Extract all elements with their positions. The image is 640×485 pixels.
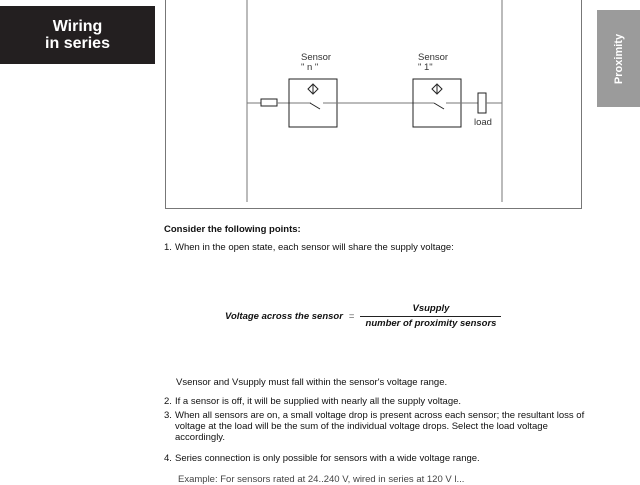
load-label: load <box>474 117 492 128</box>
section-title-block <box>0 6 155 64</box>
load-icon <box>478 93 486 113</box>
list-item-text: When all sensors are on, a small voltage drop is present across each sensor; the resultant loss of voltage at the load will be the sum of the individual voltage drops. Select the load voltage accordingly. <box>175 410 585 443</box>
section-title-line2: in series <box>45 35 110 52</box>
sensor-n-switch <box>310 103 320 109</box>
formula-numerator: Vsupply <box>412 303 450 314</box>
list-item-1 <box>164 242 594 253</box>
formula-lhs: Voltage across the sensor <box>225 310 343 322</box>
sensor-1-sublabel: " 1" <box>418 62 433 73</box>
wiring-diagram-svg <box>166 0 583 209</box>
list-item-text: Series connection is only possible for sensors with a wide voltage range. <box>175 453 480 464</box>
list-item-text: If a sensor is off, it will be supplied with nearly all the supply voltage. <box>175 396 462 407</box>
list-item-number: 1. <box>164 242 172 253</box>
resistor-icon <box>261 99 277 106</box>
sensor-n-label-text: Sensor <box>301 52 332 63</box>
list-item-4 <box>164 453 594 464</box>
list-item-number: 2. <box>164 396 172 407</box>
sensor-n-label <box>301 53 331 73</box>
sensor-n-sublabel: " n " <box>301 62 319 73</box>
list-item-2 <box>164 396 594 407</box>
list-item-3 <box>164 410 594 443</box>
sensor-1-switch <box>434 103 444 109</box>
list-item-number: 4. <box>164 453 172 464</box>
points-heading: Consider the following points: <box>164 224 301 235</box>
voltage-formula <box>225 303 501 329</box>
formula-denominator: number of proximity sensors <box>365 318 497 329</box>
list-item-text: When in the open state, each sensor will share the supply voltage: <box>175 242 454 253</box>
voltage-range-note: Vsensor and Vsupply must fall within the sensor's voltage range. <box>176 377 448 388</box>
list-item-number: 3. <box>164 410 172 421</box>
example-line-cut: Example: For sensors rated at 24..240 V, wired in series at 120 V l... <box>178 474 465 485</box>
formula-equals: = <box>348 310 355 322</box>
sensor-1-label-text: Sensor <box>418 52 449 63</box>
formula-fraction <box>360 303 501 329</box>
side-tab-label: Proximity <box>612 33 625 84</box>
wiring-diagram <box>165 0 582 209</box>
side-tab-proximity[interactable] <box>597 10 640 107</box>
sensor-1-label <box>418 53 448 73</box>
section-title-line1: Wiring <box>52 18 103 35</box>
